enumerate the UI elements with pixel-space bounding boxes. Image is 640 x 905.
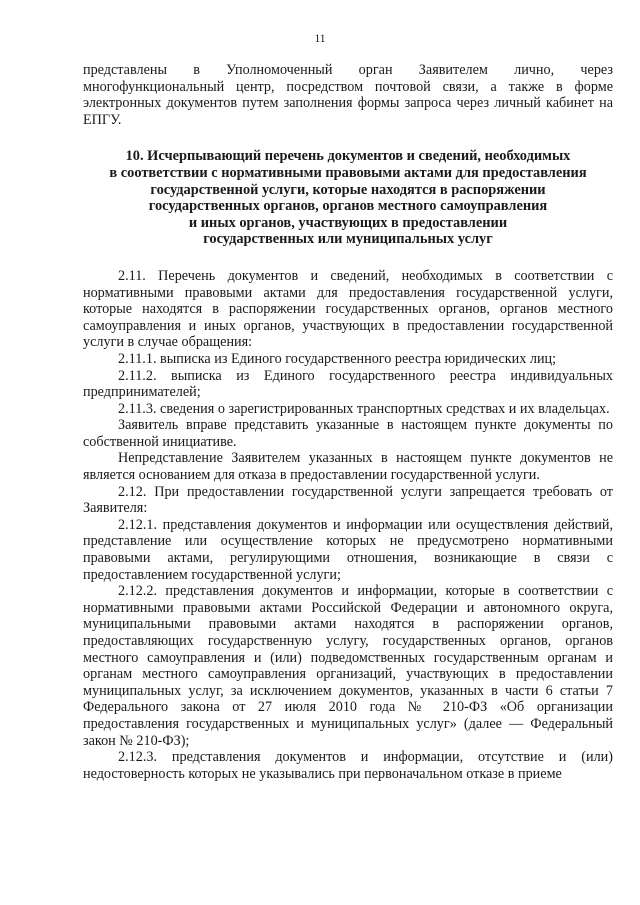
paragraph-non-submission: Непредставление Заявителем указанных в настоящем пункте документов не является основанием для отказа в предоставлении государственной услуги.: [83, 450, 613, 484]
paragraph-2-11-3: 2.11.3. сведения о зарегистрированных транспортных средствах и их владельцах.: [118, 400, 610, 417]
document-body: [83, 62, 613, 782]
section-heading: [83, 148, 613, 248]
paragraph-2-11-2: 2.11.2. выписка из Единого государственного реестра индивидуальных предпринимателей;: [83, 367, 613, 401]
paragraph-2-12: 2.12. При предоставлении государственной услуги запрещается требовать от Заявителя:: [83, 483, 613, 517]
paragraph-2-11-1: 2.11.1. выписка из Единого государственного реестра юридических лиц;: [118, 350, 557, 367]
paragraph-2-12-3: 2.12.3. представления документов и информации, отсутствие и (или) недостоверность которых не указывались при первоначальном отказе в приеме: [83, 749, 613, 782]
paragraph-2-12-1: 2.12.1. представления документов и информации или осуществления действий, представление или осуществление которых не предусмотрено нормативными правовыми актами, регулирующими отношения, возникающие в связи с предоставлением государственной услуги;: [83, 516, 613, 583]
section-heading-line: государственных или муниципальных услуг: [203, 231, 493, 248]
paragraph-2-12-2: 2.12.2. представления документов и информации, которые в соответствии с нормативными правовыми актами Российской Федерации и автономного округа, муниципальными правовыми актами находятся в распоряжении органов, предоставляющих государственную услугу, государственных органов, органов местного самоуправления и (или) подведомственных государственным органам и органам местного самоуправления организаций, участвующих в предоставлении муниципальных услуг, за исключением документов, указанных в части 6 статьи 7 Федерального закона от 27 июля 2010 года № 210-ФЗ «Об организации предоставления государственных и муниципальных услуг» (далее — Федеральный закон № 210-ФЗ);: [83, 583, 613, 749]
section-heading-line: государственной услуги, которые находятся в распоряжении: [150, 181, 546, 198]
section-heading-line: в соответствии с нормативными правовыми актами для предоставления: [109, 164, 587, 181]
section-heading-line: и иных органов, участвующих в предоставлении: [188, 214, 508, 231]
paragraph-applicant-right: Заявитель вправе представить указанные в настоящем пункте документы по собственной инициативе.: [83, 417, 613, 450]
intro-paragraph: представлены в Уполномоченный орган Заявителем лично, через многофункциональный центр, посредством почтовой связи, а также в форме электронных документов путем заполнения формы запроса через личный кабинет на ЕПГУ.: [83, 62, 613, 128]
page-number: 11: [314, 33, 326, 45]
section-heading-line: 10. Исчерпывающий перечень документов и сведений, необходимых: [125, 148, 571, 165]
paragraph-2-11: 2.11. Перечень документов и сведений, необходимых в соответствии с нормативными правовыми актами для предоставления государственной услуги, которые находятся в распоряжении государственных органов, органов местного самоуправления и иных органов, участвующих в предоставлении государственной услуги в случае обращения:: [83, 267, 613, 351]
section-heading-line: государственных органов, органов местного самоуправления: [148, 198, 548, 215]
